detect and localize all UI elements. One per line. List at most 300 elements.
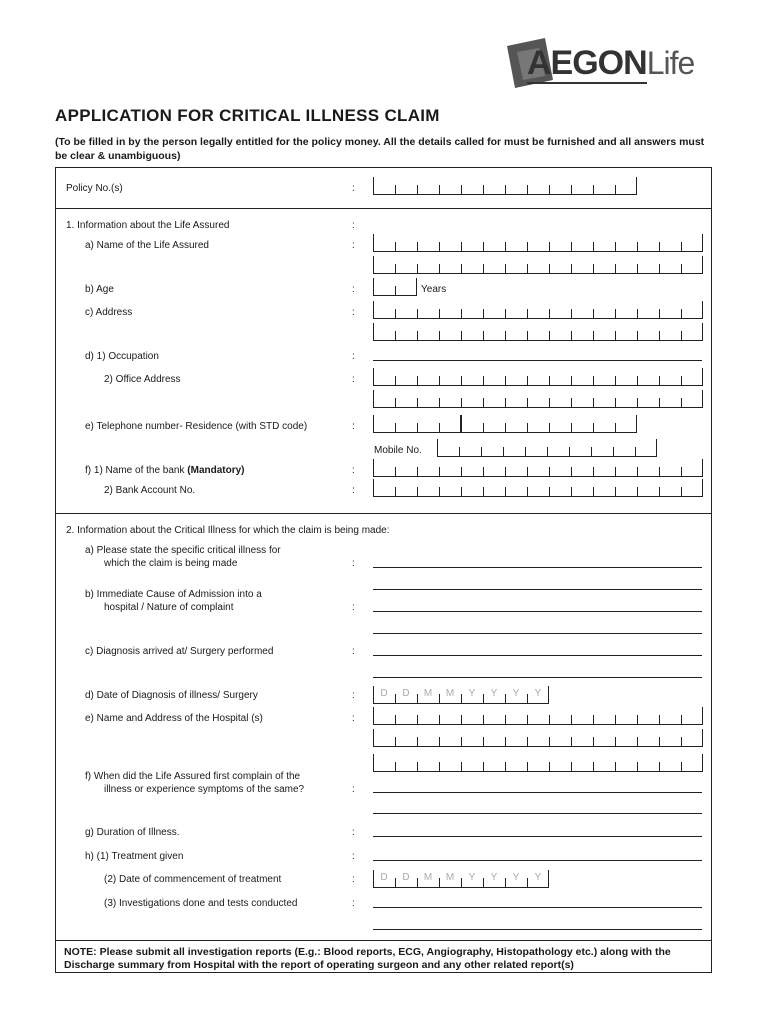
- mobile-label: Mobile No.: [374, 445, 422, 456]
- colon: :: [352, 183, 355, 194]
- char-box[interactable]: [461, 870, 483, 887]
- age-field[interactable]: [373, 278, 417, 296]
- policy-number-field[interactable]: [373, 177, 637, 195]
- char-box[interactable]: [571, 323, 593, 340]
- char-box[interactable]: [505, 390, 527, 407]
- char-box[interactable]: [637, 390, 659, 407]
- char-box[interactable]: [461, 479, 483, 496]
- hospital-field-2[interactable]: [373, 729, 703, 747]
- char-box[interactable]: [549, 301, 571, 318]
- char-box[interactable]: [483, 234, 505, 251]
- char-box[interactable]: [593, 459, 615, 476]
- colon: :: [352, 485, 355, 496]
- char-box[interactable]: [395, 234, 417, 251]
- char-box[interactable]: [395, 707, 417, 724]
- date-placeholder-letter: Y: [534, 688, 542, 699]
- char-box[interactable]: [461, 234, 483, 251]
- char-box[interactable]: [615, 754, 637, 771]
- char-box[interactable]: [483, 459, 505, 476]
- char-box[interactable]: [571, 415, 593, 432]
- char-box[interactable]: [417, 754, 439, 771]
- char-box[interactable]: [527, 368, 549, 385]
- char-box[interactable]: [481, 439, 503, 456]
- char-box[interactable]: [483, 479, 505, 496]
- char-box[interactable]: [505, 323, 527, 340]
- char-box[interactable]: [461, 323, 483, 340]
- char-box[interactable]: [439, 479, 461, 496]
- critical-illness-line-2[interactable]: [373, 589, 702, 590]
- char-box[interactable]: [681, 323, 703, 340]
- char-box[interactable]: [373, 686, 395, 703]
- char-box[interactable]: [635, 439, 657, 456]
- char-box[interactable]: [659, 707, 681, 724]
- char-box[interactable]: [593, 707, 615, 724]
- char-box[interactable]: [439, 415, 461, 432]
- char-box[interactable]: [615, 415, 637, 432]
- char-box[interactable]: [439, 368, 461, 385]
- telephone-label: e) Telephone number- Residence (with STD code): [85, 421, 308, 432]
- char-box[interactable]: [571, 390, 593, 407]
- treatment-date-field[interactable]: [373, 870, 549, 888]
- char-box[interactable]: [527, 729, 549, 746]
- char-box[interactable]: [417, 707, 439, 724]
- char-box[interactable]: [549, 177, 571, 194]
- char-box[interactable]: [395, 754, 417, 771]
- char-box[interactable]: [659, 390, 681, 407]
- hospital-field-1[interactable]: [373, 707, 703, 725]
- investigations-line-1[interactable]: [373, 907, 702, 908]
- colon: :: [352, 465, 355, 476]
- char-box[interactable]: [373, 177, 395, 194]
- char-box[interactable]: [417, 870, 439, 887]
- colon: :: [352, 851, 355, 862]
- char-box[interactable]: [373, 390, 395, 407]
- char-box[interactable]: [395, 278, 417, 295]
- bank-name-label: f) 1) Name of the bank (Mandatory): [85, 465, 245, 476]
- char-box[interactable]: [439, 729, 461, 746]
- occupation-label: d) 1) Occupation: [85, 351, 159, 362]
- char-box[interactable]: [527, 177, 549, 194]
- colon: :: [352, 421, 355, 432]
- char-box[interactable]: [505, 234, 527, 251]
- char-box[interactable]: [615, 479, 637, 496]
- char-box[interactable]: [593, 301, 615, 318]
- illness-duration-label: g) Duration of Illness.: [85, 827, 180, 838]
- char-box[interactable]: [461, 177, 483, 194]
- char-box[interactable]: [637, 323, 659, 340]
- colon: :: [352, 646, 355, 657]
- char-box[interactable]: [571, 256, 593, 273]
- char-box[interactable]: [483, 368, 505, 385]
- char-box[interactable]: [571, 729, 593, 746]
- char-box[interactable]: [417, 686, 439, 703]
- char-box[interactable]: [637, 301, 659, 318]
- char-box[interactable]: [681, 390, 703, 407]
- char-box[interactable]: [373, 754, 395, 771]
- char-box[interactable]: [659, 368, 681, 385]
- char-box[interactable]: [659, 729, 681, 746]
- occupation-line[interactable]: [373, 360, 702, 361]
- hospital-field-3[interactable]: [373, 754, 703, 772]
- first-complaint-line-1[interactable]: [373, 792, 702, 793]
- char-box[interactable]: [439, 754, 461, 771]
- char-box[interactable]: [395, 729, 417, 746]
- char-box[interactable]: [373, 301, 395, 318]
- logo-wordmark: AEGONLife: [527, 44, 695, 82]
- char-box[interactable]: [395, 686, 417, 703]
- char-box[interactable]: [527, 323, 549, 340]
- char-box[interactable]: [637, 368, 659, 385]
- bank-account-field[interactable]: [373, 479, 703, 497]
- char-box[interactable]: [417, 234, 439, 251]
- char-box[interactable]: [527, 234, 549, 251]
- char-box[interactable]: [395, 177, 417, 194]
- hospital-label: e) Name and Address of the Hospital (s): [85, 713, 263, 724]
- char-box[interactable]: [417, 729, 439, 746]
- char-box[interactable]: [417, 390, 439, 407]
- diagnosis-date-field[interactable]: [373, 686, 549, 704]
- char-box[interactable]: [527, 754, 549, 771]
- char-box[interactable]: [395, 459, 417, 476]
- char-box[interactable]: [439, 459, 461, 476]
- section-2-heading: 2. Information about the Critical Illness for which the claim is being made:: [66, 525, 390, 536]
- char-box[interactable]: [613, 439, 635, 456]
- char-box[interactable]: [483, 256, 505, 273]
- char-box[interactable]: [549, 256, 571, 273]
- aegon-life-logo: [505, 36, 720, 90]
- char-box[interactable]: [395, 870, 417, 887]
- char-box[interactable]: [483, 754, 505, 771]
- char-box[interactable]: [549, 415, 571, 432]
- char-box[interactable]: [569, 439, 591, 456]
- residence-phone-field[interactable]: [461, 415, 637, 433]
- char-box[interactable]: [439, 707, 461, 724]
- address-label: c) Address: [85, 307, 133, 318]
- char-box[interactable]: [681, 479, 703, 496]
- char-box[interactable]: [373, 707, 395, 724]
- address-field-2[interactable]: [373, 323, 703, 341]
- date-placeholder-letter: M: [445, 872, 455, 883]
- char-box[interactable]: [461, 415, 483, 432]
- char-box[interactable]: [593, 754, 615, 771]
- mobile-number-field[interactable]: [437, 439, 657, 457]
- investigations-label: (3) Investigations done and tests conducted: [104, 898, 298, 909]
- char-box[interactable]: [527, 390, 549, 407]
- char-box[interactable]: [395, 368, 417, 385]
- char-box[interactable]: [439, 234, 461, 251]
- illness-duration-line[interactable]: [373, 836, 702, 837]
- char-box[interactable]: [439, 323, 461, 340]
- divider-policy: [55, 208, 712, 209]
- colon: :: [352, 713, 355, 724]
- section-1-heading: 1. Information about the Life Assured: [66, 220, 230, 231]
- date-placeholder-letter: D: [402, 872, 410, 883]
- char-box[interactable]: [571, 754, 593, 771]
- char-box[interactable]: [439, 177, 461, 194]
- char-box[interactable]: [373, 870, 395, 887]
- date-placeholder-letter: D: [380, 872, 388, 883]
- char-box[interactable]: [505, 301, 527, 318]
- char-box[interactable]: [439, 301, 461, 318]
- char-box[interactable]: [373, 278, 395, 295]
- office-address-field-2[interactable]: [373, 390, 703, 408]
- char-box[interactable]: [461, 459, 483, 476]
- char-box[interactable]: [461, 754, 483, 771]
- char-box[interactable]: [483, 729, 505, 746]
- divider-note: [55, 940, 712, 941]
- char-box[interactable]: [395, 256, 417, 273]
- bank-name-field[interactable]: [373, 459, 703, 477]
- char-box[interactable]: [373, 368, 395, 385]
- char-box[interactable]: [527, 459, 549, 476]
- char-box[interactable]: [439, 686, 461, 703]
- address-field-1[interactable]: [373, 301, 703, 319]
- char-box[interactable]: [615, 368, 637, 385]
- char-box[interactable]: [461, 707, 483, 724]
- char-box[interactable]: [593, 479, 615, 496]
- office-address-field-1[interactable]: [373, 368, 703, 386]
- char-box[interactable]: [549, 368, 571, 385]
- char-box[interactable]: [373, 323, 395, 340]
- date-placeholder-letter: Y: [534, 872, 542, 883]
- char-box[interactable]: [527, 870, 549, 887]
- date-placeholder-letter: D: [380, 688, 388, 699]
- char-box[interactable]: [615, 707, 637, 724]
- char-box[interactable]: [395, 415, 417, 432]
- char-box[interactable]: [417, 323, 439, 340]
- first-complaint-line-2[interactable]: [373, 813, 702, 814]
- char-box[interactable]: [593, 234, 615, 251]
- char-box[interactable]: [505, 177, 527, 194]
- char-box[interactable]: [615, 323, 637, 340]
- char-box[interactable]: [483, 301, 505, 318]
- char-box[interactable]: [505, 415, 527, 432]
- date-placeholder-letter: M: [445, 688, 455, 699]
- char-box[interactable]: [681, 459, 703, 476]
- colon: :: [352, 690, 355, 701]
- char-box[interactable]: [527, 415, 549, 432]
- char-box[interactable]: [483, 686, 505, 703]
- char-box[interactable]: [459, 439, 481, 456]
- char-box[interactable]: [373, 234, 395, 251]
- char-box[interactable]: [417, 479, 439, 496]
- char-box[interactable]: [615, 390, 637, 407]
- char-box[interactable]: [591, 439, 613, 456]
- char-box[interactable]: [373, 415, 395, 432]
- char-box[interactable]: [637, 459, 659, 476]
- char-box[interactable]: [549, 754, 571, 771]
- form-instructions: (To be filled in by the person legally entitled for the policy money. All the details called for must be furnished and all answers must be clear & unambiguous): [55, 136, 705, 162]
- char-box[interactable]: [505, 686, 527, 703]
- diagnosis-line-2[interactable]: [373, 677, 702, 678]
- char-box[interactable]: [615, 177, 637, 194]
- critical-illness-line-1[interactable]: [373, 567, 702, 568]
- char-box[interactable]: [637, 754, 659, 771]
- diagnosis-line-1[interactable]: [373, 655, 702, 656]
- char-box[interactable]: [373, 256, 395, 273]
- char-box[interactable]: [461, 686, 483, 703]
- first-complaint-label-1: f) When did the Life Assured first complain of the: [85, 771, 301, 782]
- char-box[interactable]: [571, 368, 593, 385]
- treatment-line[interactable]: [373, 860, 702, 861]
- char-box[interactable]: [549, 479, 571, 496]
- note-text: NOTE: Please submit all investigation reports (E.g.: Blood reports, ECG, Angiography, Histopathology etc.) along with the Discharge summary from Hospital with the report of operating surgeon and any other related report(s): [64, 946, 671, 971]
- char-box[interactable]: [417, 368, 439, 385]
- char-box[interactable]: [615, 256, 637, 273]
- char-box[interactable]: [439, 870, 461, 887]
- colon: :: [352, 307, 355, 318]
- char-box[interactable]: [461, 368, 483, 385]
- char-box[interactable]: [505, 754, 527, 771]
- char-box[interactable]: [547, 439, 569, 456]
- char-box[interactable]: [483, 870, 505, 887]
- char-box[interactable]: [549, 390, 571, 407]
- date-placeholder-letter: Y: [512, 688, 520, 699]
- admission-cause-label-2: hospital / Nature of complaint: [104, 602, 234, 613]
- char-box[interactable]: [483, 415, 505, 432]
- char-box[interactable]: [525, 439, 547, 456]
- char-box[interactable]: [681, 754, 703, 771]
- char-box[interactable]: [659, 459, 681, 476]
- char-box[interactable]: [527, 256, 549, 273]
- char-box[interactable]: [593, 729, 615, 746]
- char-box[interactable]: [527, 301, 549, 318]
- char-box[interactable]: [549, 234, 571, 251]
- char-box[interactable]: [571, 459, 593, 476]
- char-box[interactable]: [593, 256, 615, 273]
- admission-cause-line-1[interactable]: [373, 611, 702, 612]
- char-box[interactable]: [549, 707, 571, 724]
- char-box[interactable]: [527, 479, 549, 496]
- char-box[interactable]: [483, 177, 505, 194]
- investigations-line-2[interactable]: [373, 929, 702, 930]
- char-box[interactable]: [659, 323, 681, 340]
- colon: :: [352, 827, 355, 838]
- char-box[interactable]: [615, 729, 637, 746]
- char-box[interactable]: [615, 234, 637, 251]
- char-box[interactable]: [395, 390, 417, 407]
- char-box[interactable]: [373, 729, 395, 746]
- char-box[interactable]: [437, 439, 459, 456]
- char-box[interactable]: [417, 177, 439, 194]
- colon: :: [352, 898, 355, 909]
- form-title: APPLICATION FOR CRITICAL ILLNESS CLAIM: [55, 106, 440, 125]
- char-box[interactable]: [483, 707, 505, 724]
- char-box[interactable]: [637, 729, 659, 746]
- treatment-label: h) (1) Treatment given: [85, 851, 184, 862]
- char-box[interactable]: [549, 459, 571, 476]
- char-box[interactable]: [593, 415, 615, 432]
- colon: :: [352, 874, 355, 885]
- char-box[interactable]: [681, 234, 703, 251]
- char-box[interactable]: [681, 256, 703, 273]
- char-box[interactable]: [571, 479, 593, 496]
- char-box[interactable]: [615, 459, 637, 476]
- char-box[interactable]: [681, 368, 703, 385]
- char-box[interactable]: [373, 459, 395, 476]
- office-address-label: 2) Office Address: [104, 374, 181, 385]
- colon: :: [352, 284, 355, 295]
- char-box[interactable]: [549, 729, 571, 746]
- char-box[interactable]: [505, 707, 527, 724]
- char-box[interactable]: [615, 301, 637, 318]
- char-box[interactable]: [505, 368, 527, 385]
- char-box[interactable]: [637, 234, 659, 251]
- life-assured-name-field-2[interactable]: [373, 256, 703, 274]
- logo-underline: [527, 82, 647, 84]
- char-box[interactable]: [571, 234, 593, 251]
- admission-cause-line-2[interactable]: [373, 633, 702, 634]
- char-box[interactable]: [571, 177, 593, 194]
- char-box[interactable]: [681, 729, 703, 746]
- char-box[interactable]: [637, 479, 659, 496]
- char-box[interactable]: [417, 301, 439, 318]
- char-box[interactable]: [659, 301, 681, 318]
- char-box[interactable]: [395, 479, 417, 496]
- char-box[interactable]: [659, 256, 681, 273]
- char-box[interactable]: [505, 729, 527, 746]
- policy-number-label: Policy No.(s): [66, 183, 123, 194]
- char-box[interactable]: [571, 707, 593, 724]
- char-box[interactable]: [593, 177, 615, 194]
- life-assured-name-field-1[interactable]: [373, 234, 703, 252]
- diagnosis-date-label: d) Date of Diagnosis of illness/ Surgery: [85, 690, 258, 701]
- char-box[interactable]: [461, 256, 483, 273]
- colon: :: [352, 602, 355, 613]
- char-box[interactable]: [461, 390, 483, 407]
- char-box[interactable]: [395, 301, 417, 318]
- colon: :: [352, 240, 355, 251]
- char-box[interactable]: [571, 301, 593, 318]
- char-box[interactable]: [439, 256, 461, 273]
- char-box[interactable]: [439, 390, 461, 407]
- char-box[interactable]: [505, 256, 527, 273]
- char-box[interactable]: [417, 459, 439, 476]
- char-box[interactable]: [659, 754, 681, 771]
- char-box[interactable]: [503, 439, 525, 456]
- char-box[interactable]: [483, 323, 505, 340]
- char-box[interactable]: [527, 686, 549, 703]
- char-box[interactable]: [505, 459, 527, 476]
- char-box[interactable]: [637, 256, 659, 273]
- char-box[interactable]: [527, 707, 549, 724]
- date-placeholder-letter: D: [402, 688, 410, 699]
- char-box[interactable]: [681, 301, 703, 318]
- critical-illness-label-2: which the claim is being made: [104, 558, 238, 569]
- std-code-field[interactable]: [373, 415, 461, 433]
- char-box[interactable]: [483, 390, 505, 407]
- char-box[interactable]: [373, 479, 395, 496]
- char-box[interactable]: [681, 707, 703, 724]
- char-box[interactable]: [417, 256, 439, 273]
- char-box[interactable]: [417, 415, 439, 432]
- char-box[interactable]: [505, 870, 527, 887]
- char-box[interactable]: [505, 479, 527, 496]
- char-box[interactable]: [461, 729, 483, 746]
- char-box[interactable]: [593, 390, 615, 407]
- critical-illness-label-1: a) Please state the specific critical illness for: [85, 545, 281, 556]
- char-box[interactable]: [549, 323, 571, 340]
- char-box[interactable]: [637, 707, 659, 724]
- colon: :: [352, 558, 355, 569]
- char-box[interactable]: [593, 323, 615, 340]
- date-placeholder-letter: Y: [512, 872, 520, 883]
- char-box[interactable]: [659, 479, 681, 496]
- char-box[interactable]: [593, 368, 615, 385]
- char-box[interactable]: [461, 301, 483, 318]
- char-box[interactable]: [395, 323, 417, 340]
- char-box[interactable]: [659, 234, 681, 251]
